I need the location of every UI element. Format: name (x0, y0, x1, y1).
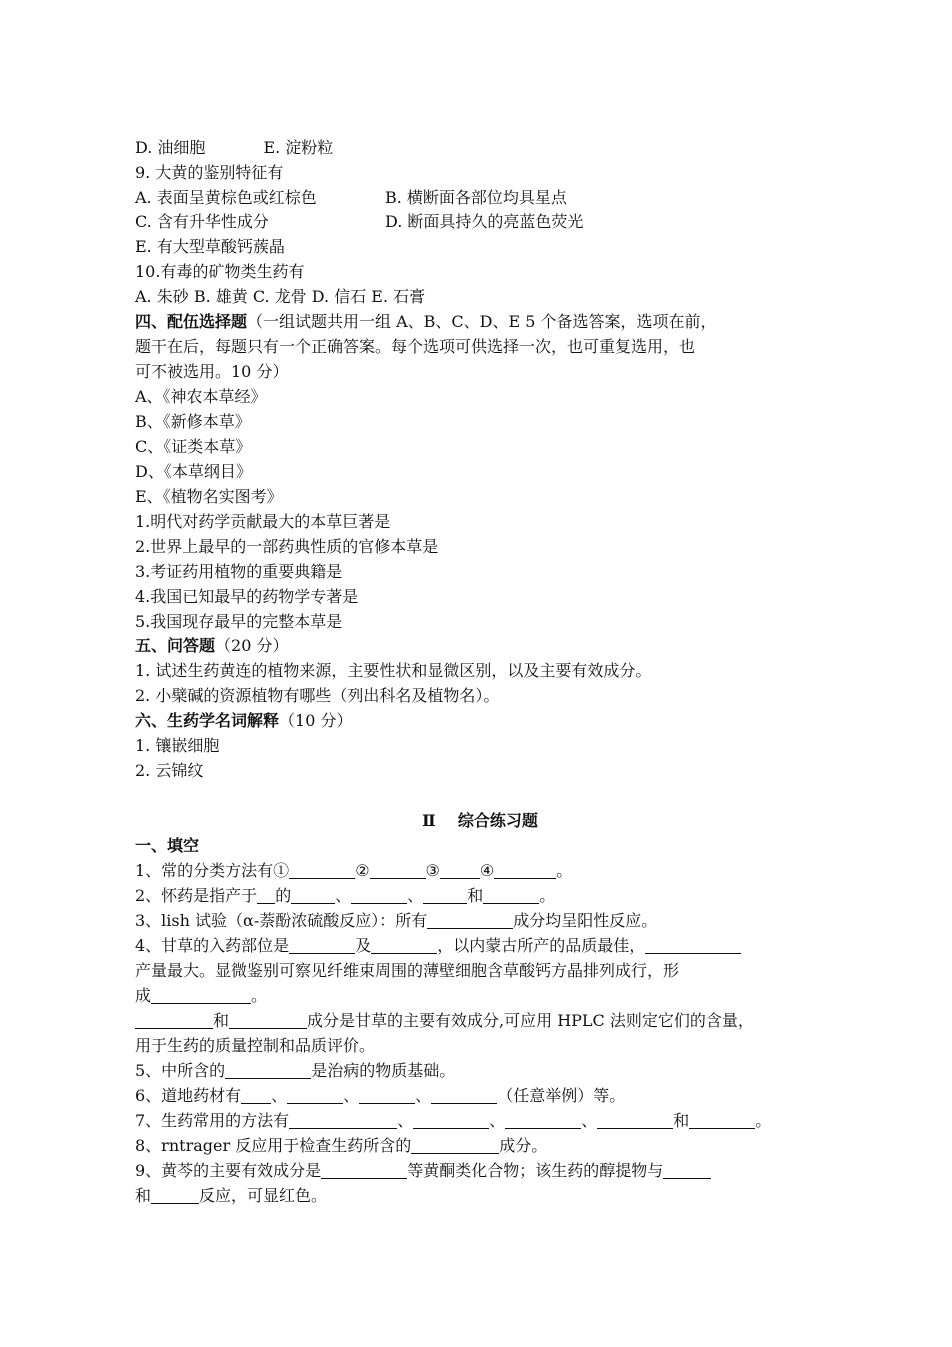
option-item: C、《证类本草》 (135, 437, 252, 456)
fill-blank-line: 和 反应，可显红色。 (135, 1186, 328, 1205)
blank[interactable] (689, 1112, 755, 1129)
blank[interactable] (413, 1112, 489, 1129)
option-item: A、《神农本草经》 (135, 387, 267, 406)
blank[interactable] (229, 1012, 307, 1029)
blank[interactable] (411, 1137, 499, 1154)
blank[interactable] (289, 1112, 397, 1129)
option-line: A. 朱砂 B. 雄黄 C. 龙骨 D. 信石 E. 石膏 (135, 287, 426, 306)
text-line: 产量最大。显微鉴别可察见纤维束周围的薄壁细胞含草酸钙方晶排列成行，形 (135, 961, 680, 980)
question-item: 2. 小檗碱的资源植物有哪些（列出科名及植物名）。 (135, 686, 500, 705)
part-title: Ⅱ 综合练习题 (422, 811, 538, 830)
question-item: 4.我国已知最早的药物学专著是 (135, 587, 359, 606)
blank[interactable] (494, 862, 556, 879)
blank[interactable] (663, 1162, 711, 1179)
option-item: E、《植物名实图考》 (135, 487, 283, 506)
fill-blank-line: 9、黄芩的主要有效成分是 等黄酮类化合物；该生药的醇提物与 (135, 1159, 711, 1183)
option-line: A. 表面呈黄棕色或红棕色 B. 横断面各部位均具星点 (135, 188, 567, 207)
section-desc: 题干在后，每题只有一个正确答案。每个选项可供选择一次，也可重复选用，也 (135, 337, 696, 356)
blank[interactable] (321, 1162, 407, 1179)
question-item: 2. 云锦纹 (135, 761, 204, 780)
blank[interactable] (351, 887, 407, 904)
blank[interactable] (151, 1187, 199, 1204)
blank[interactable] (359, 1087, 415, 1104)
blank[interactable] (370, 862, 426, 879)
question-item: 5.我国现存最早的完整本草是 (135, 612, 343, 631)
blank[interactable] (225, 1062, 311, 1079)
question-item: 2.世界上最早的一部药典性质的官修本草是 (135, 537, 439, 556)
section-heading: 六、生药学名词解释（10 分） (135, 711, 353, 730)
question-item: 3.考证药用植物的重要典籍是 (135, 562, 343, 581)
blank[interactable] (645, 937, 741, 954)
blank[interactable] (135, 1012, 213, 1029)
blank[interactable] (505, 1112, 581, 1129)
question-item: 1. 镶嵌细胞 (135, 736, 220, 755)
option-item: D、《本草纲目》 (135, 462, 252, 481)
fill-blank-line: 2、怀药是指产于 的 、 、 和 。 (135, 886, 556, 905)
blank[interactable] (257, 887, 275, 904)
option-item: B、《新修本草》 (135, 412, 251, 431)
section-desc: 可不被选用。10 分） (135, 362, 289, 381)
blank[interactable] (440, 862, 480, 879)
blank[interactable] (151, 987, 251, 1004)
fill-blank-line: 4、甘草的入药部位是 及 ，以内蒙古所产的品质最佳， (135, 934, 741, 958)
fill-blank-line: 6、道地药材有 、 、 、 （任意举例）等。 (135, 1086, 626, 1105)
fill-blank-line: 1、常的分类方法有① ② ③ ④ 。 (135, 861, 573, 880)
question-line: 10.有毒的矿物类生药有 (135, 262, 305, 281)
blank[interactable] (423, 887, 467, 904)
text-line: 用于生药的质量控制和品质评价。 (135, 1036, 376, 1055)
question-item: 1. 试述生药黄连的植物来源，主要性状和显微区别，以及主要有效成分。 (135, 661, 652, 680)
section-heading: 五、问答题（20 分） (135, 636, 289, 655)
fill-blank-line: 8、rntrager 反应用于检查生药所含的 成分。 (135, 1136, 548, 1155)
blank[interactable] (289, 937, 355, 954)
fill-blank-line: 3、lish 试验（α-萘酚浓硫酸反应）：所有 成分均呈阳性反应。 (135, 911, 658, 930)
question-item: 1.明代对药学贡献最大的本草巨著是 (135, 512, 391, 531)
blank[interactable] (241, 1087, 271, 1104)
fill-blank-line: 成 。 (135, 986, 268, 1005)
option-line: D. 油细胞 E. 淀粉粒 (135, 138, 334, 157)
option-line: E. 有大型草酸钙蔟晶 (135, 237, 285, 256)
blank[interactable] (597, 1112, 673, 1129)
blank[interactable] (287, 1087, 343, 1104)
blank[interactable] (427, 912, 513, 929)
blank[interactable] (291, 887, 335, 904)
blank[interactable] (483, 887, 539, 904)
blank[interactable] (431, 1087, 497, 1104)
section-heading: 一、填空 (135, 836, 200, 855)
fill-blank-line: 7、生药常用的方法有 、 、 、 和 。 (135, 1111, 772, 1130)
fill-blank-line: 和 成分是甘草的主要有效成分,可应用 HPLC 法则定它们的含量， (135, 1009, 754, 1033)
blank[interactable] (371, 937, 437, 954)
option-line: C. 含有升华性成分 D. 断面具持久的亮蓝色荧光 (135, 212, 584, 231)
question-line: 9. 大黄的鉴别特征有 (135, 163, 284, 182)
fill-blank-line: 5、中所含的 是治病的物质基础。 (135, 1061, 456, 1080)
section-heading: 四、配伍选择题（一组试题共用一组 A、B、C、D、E 5 个备选答案，选项在前， (135, 312, 717, 331)
blank[interactable] (289, 862, 355, 879)
